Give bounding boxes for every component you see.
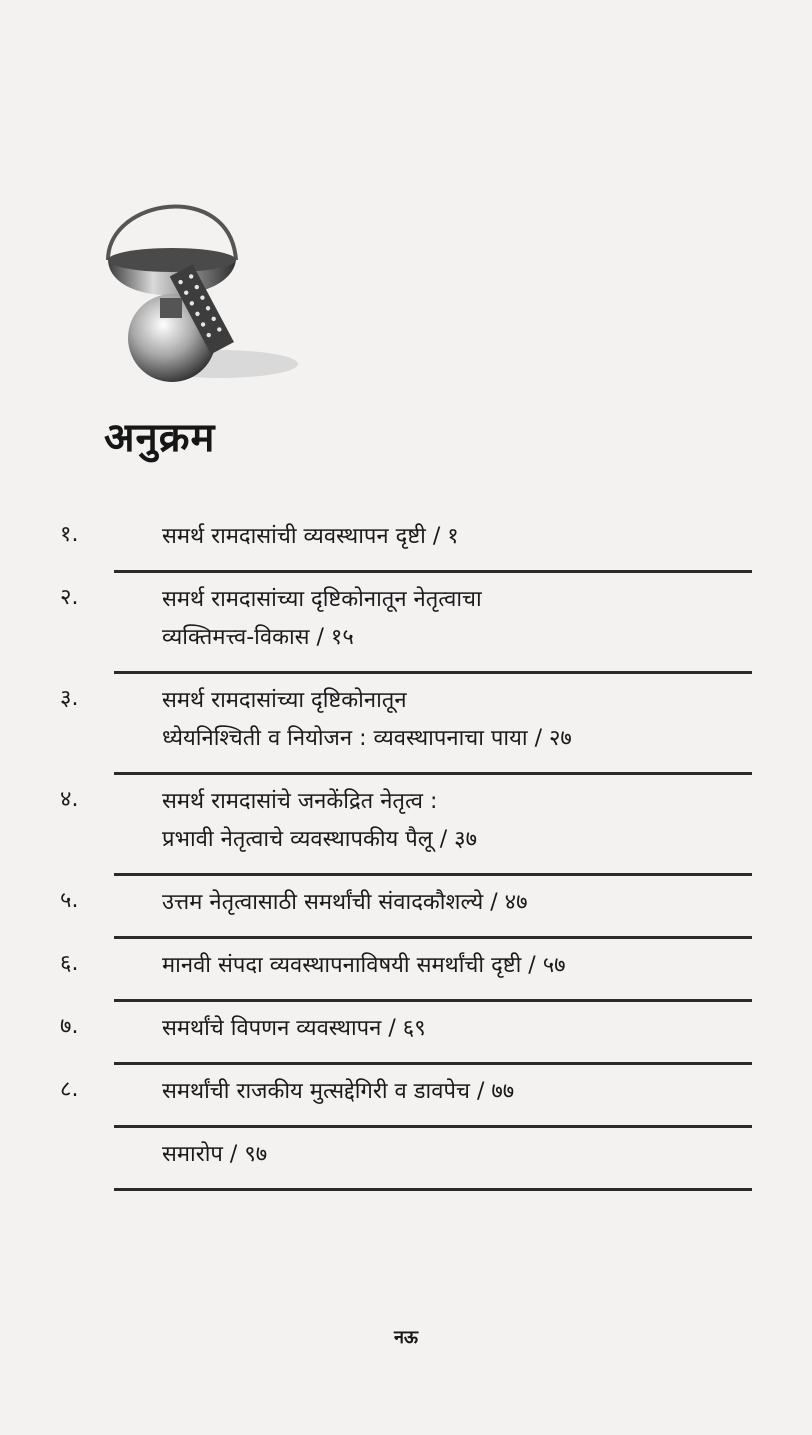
toc-entry-number: १. bbox=[60, 522, 79, 547]
toc-entry-title: समर्थ रामदासांचे जनकेंद्रित नेतृत्व : bbox=[162, 789, 438, 814]
toc-entry bbox=[60, 1002, 752, 1065]
toc-entry-title: मानवी संपदा व्यवस्थापनाविषयी समर्थांची दृष्टी / ५७ bbox=[162, 953, 566, 978]
toc-entry-title: समर्थांचे विपणन व्यवस्थापन / ६९ bbox=[162, 1016, 426, 1041]
toc-entry bbox=[60, 939, 752, 1002]
toc-entry bbox=[60, 1065, 752, 1128]
toc-entry-number: २. bbox=[60, 585, 79, 610]
toc-entry-title: समारोप / ९७ bbox=[162, 1142, 268, 1167]
toc-entry-number: ७. bbox=[60, 1014, 79, 1039]
toc-entry bbox=[60, 674, 752, 775]
toc-entry-conclusion bbox=[114, 1128, 752, 1191]
toc-entry bbox=[60, 775, 752, 876]
toc-entry-title: समर्थ रामदासांच्या दृष्टिकोनातून bbox=[162, 688, 407, 713]
toc-entry bbox=[60, 876, 752, 939]
toc-entry-title-continued: व्यक्तिमत्त्व-विकास / १५ bbox=[162, 625, 354, 650]
kamandalu-pot-icon bbox=[100, 188, 300, 403]
toc-entry-number: ६. bbox=[60, 951, 79, 976]
toc-entry-title-continued: ध्येयनिश्चिती व नियोजन : व्यवस्थापनाचा पाया / २७ bbox=[162, 726, 572, 751]
toc-entry-number: ४. bbox=[60, 787, 79, 812]
toc-entry-title-continued: प्रभावी नेतृत्वाचे व्यवस्थापकीय पैलू / ३७ bbox=[162, 827, 478, 852]
toc-entry-title: समर्थ रामदासांची व्यवस्थापन दृष्टी / १ bbox=[162, 524, 459, 549]
toc-entry-title: समर्थ रामदासांच्या दृष्टिकोनातून नेतृत्वाचा bbox=[162, 587, 482, 612]
toc-entry-number: ३. bbox=[60, 686, 79, 711]
toc-entry-number: ८. bbox=[60, 1077, 79, 1102]
toc-entry-title: उत्तम नेतृत्वासाठी समर्थांची संवादकौशल्ये / ४७ bbox=[162, 890, 528, 915]
page-number: नऊ bbox=[393, 1327, 419, 1348]
toc-entry bbox=[60, 573, 752, 674]
toc-entry bbox=[60, 510, 752, 573]
toc-entry-number: ५. bbox=[60, 888, 79, 913]
page-title: अनुक्रम bbox=[104, 415, 216, 461]
table-of-contents bbox=[60, 510, 752, 1191]
toc-entry-title: समर्थांची राजकीय मुत्सद्देगिरी व डावपेच / ७७ bbox=[162, 1079, 515, 1104]
